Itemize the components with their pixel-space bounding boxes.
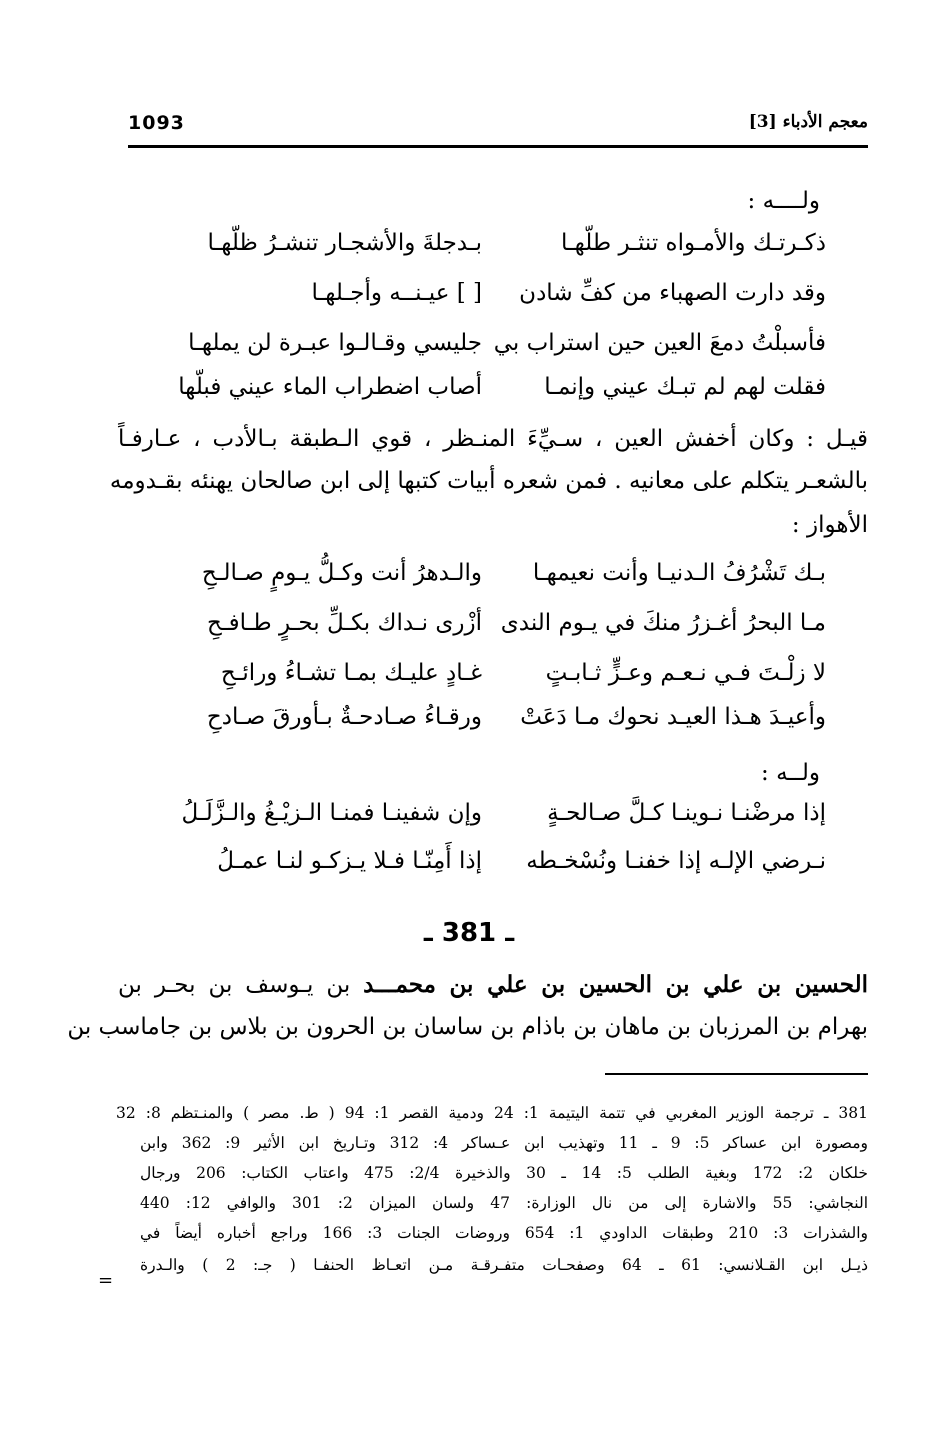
verse-first-hemistich: وقد دارت الصهباء من كفِّ شادن: [519, 280, 826, 306]
running-title: معجم الأدباء [3]: [748, 112, 868, 132]
footnote-line: النجاشي: 55 والاشارة إلى من نال الوزارة: 47 ولسان الميزان 2: 301 والوافي 12: 440: [140, 1194, 869, 1212]
page-header: [128, 112, 868, 148]
verse-second-hemistich: بـدجلةَ والأشجـار تنشـرُ ظلّهـا: [207, 230, 482, 256]
footnote-line: خلكان 2: 172 وبغية الطلب 5: 14 ـ 30 والذخيرة 2/4: 475 واعتاب الكتاب: 206 ورجال: [140, 1164, 868, 1182]
verse-second-hemistich: أزْرى نـداك بكـلِّ بحـرٍ طـافـحِ: [207, 610, 482, 636]
footnote-line: والشذرات 3: 210 وطبقات الداودي 1: 654 وروضات الجنات 3: 166 وراجع أخباره أيضاً في: [140, 1224, 868, 1242]
verse-first-hemistich: فقلت لهم لم تبـك عيني وإنمـا: [544, 374, 826, 400]
poem-intro: ولــه :: [761, 760, 820, 786]
entry-first-line: [118, 970, 868, 1000]
entry-number: ـ 381 ـ: [423, 918, 515, 948]
verse-first-hemistich: لا زلْـتَ فـي نـعـم وعـزٍّ ثـابـتٍ: [545, 660, 826, 686]
verse-first-hemistich: فأسبلْتُ دمعَ العين حين استراب بي: [493, 330, 826, 356]
verse-second-hemistich: ورقـاءُ صـادحـةٌ بـأورقَ صـادحِ: [206, 704, 482, 730]
page-number: 1093: [128, 112, 185, 134]
paragraph-line: قيـل : وكان أخفش العين ، سـيِّءَ المنـظر ، قوي الـطبقة بـالأدب ، عـارفـاً: [118, 426, 868, 452]
verse-second-hemistich: وإن شفينـا فمنـا الـزيْـغُ والـزَّلَـلُ: [181, 800, 482, 826]
poem-intro: ولــــه :: [747, 188, 820, 214]
footnote-line: 381 ـ ترجمة الوزير المغربي في تتمة اليتيمة 1: 24 ودمية القصر 1: 94 ( ط. مصر ) والمنـتظم 8: 32: [116, 1104, 868, 1122]
verse-second-hemistich: أصاب اضطراب الماء عيني فبلّها: [178, 374, 482, 400]
verse-first-hemistich: إذا مرضْنـا نـوينـا كـلَّ صـالحـةٍ: [547, 800, 826, 826]
paragraph-line: بالشعـر يتكلم على معانيه . فمن شعره أبيات كتبها إلى ابن صالحان يهنئه بقـدومه: [109, 468, 868, 494]
verse-second-hemistich: غـادٍ عليـك بمـا تشـاءُ ورائـحِ: [220, 660, 482, 686]
verse-second-hemistich: جليسي وقـالـوا عبـرة لن يملهـا: [188, 330, 482, 356]
entry-lineage: بن يـوسف بن بحـر بن: [118, 972, 364, 998]
verse-first-hemistich: وأعيـدَ هـذا العيـد نحوك مـا دَعَتْ: [520, 704, 826, 730]
entry-second-line: بهرام بن المرزبان بن ماهان بن باذام بن ساسان بن الحرون بن بلاس بن جاماسب بن: [67, 1014, 868, 1040]
verse-first-hemistich: بـك تَشْرُفُ الـدنيـا وأنت نعيمهـا: [532, 560, 826, 586]
footnote-line: ذيـل ابن القـلانسي: 61 ـ 64 وصفحـات متفـرقـة مـن اتعـاظ الحنفـا ( جـ: 2 ) والـدرة: [140, 1256, 868, 1274]
verse-first-hemistich: نـرضي الإلـه إذا خفنـا ونُسْخـطه: [526, 848, 826, 874]
verse-second-hemistich: إذا أَمِنّـا فـلا يـزكـو لنـا عمـلُ: [217, 848, 482, 874]
footnote-rule: [605, 1073, 868, 1075]
verse-second-hemistich: والـدهرُ أنت وكـلُّ يـومٍ صـالـحِ: [201, 560, 482, 586]
verse-second-hemistich: [ ] عيـنــه وأجـلهـا: [311, 280, 482, 306]
footnote-line: ومصورة ابن عساكر 5: 9 ـ 11 وتهذيب ابن عـساكر 4: 312 وتـاريخ ابن الأثير 9: 362 وابن: [140, 1134, 869, 1152]
continuation-mark: =: [98, 1270, 114, 1291]
header-rule: [128, 145, 868, 148]
entry-name: الحسين بن علي بن الحسين بن علي بن محمـــد: [363, 971, 869, 998]
verse-first-hemistich: مـا البحرُ أغـزرُ منكَ في يـوم الندى: [500, 610, 826, 636]
verse-first-hemistich: ذكـرتـك والأمـواه تنثـر طلّهـا: [560, 230, 826, 256]
paragraph-line: الأهواز :: [791, 512, 868, 538]
